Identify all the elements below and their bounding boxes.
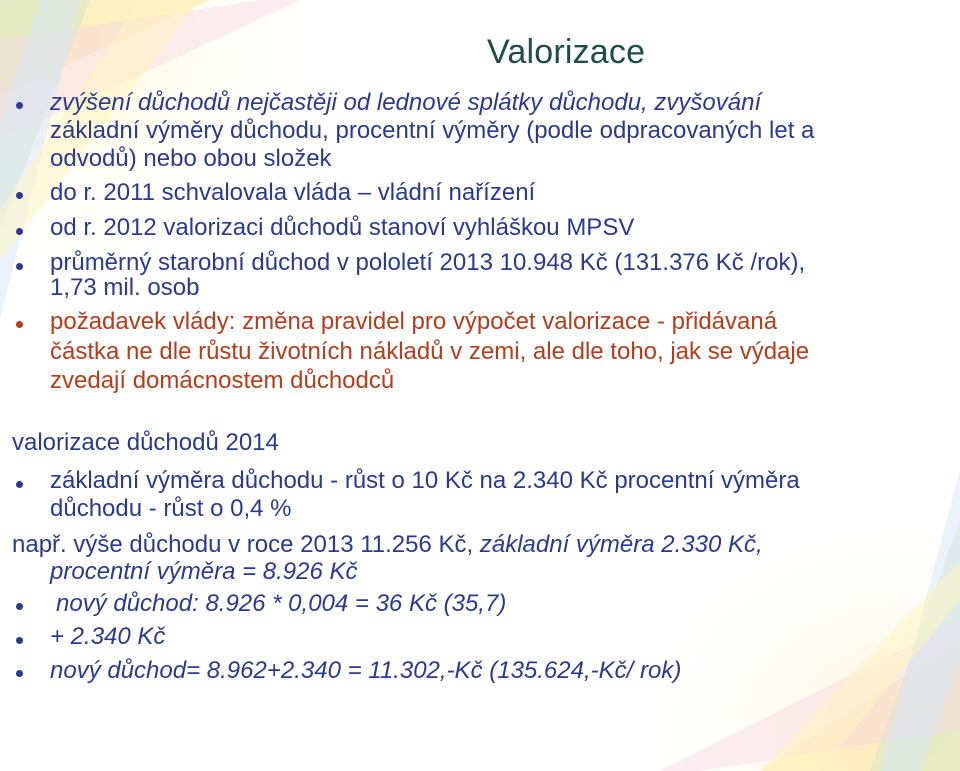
- bullet-marker: [16, 228, 23, 235]
- bullet-3-text: od r. 2012 valorizaci důchodů stanoví vyhláškou MPSV: [50, 214, 635, 241]
- bullet-2-text: do r. 2011 schvalovala vláda – vládní nařízení: [50, 179, 536, 206]
- bullet-1-line-1: zvýšení důchodů nejčastěji od lednové splátky důchodu, zvyšování: [50, 89, 762, 116]
- slide-title: Valorizace: [487, 33, 646, 71]
- bullet-marker: [16, 603, 23, 610]
- bullet-5-line-3: zvedají domácnostem důchodců: [50, 367, 395, 394]
- bullet-marker: [16, 637, 23, 644]
- bullet-9-text: nový důchod= 8.962+2.340 = 11.302,-Kč (135.624,-Kč/ rok): [50, 657, 682, 684]
- bullet-6-line-2: důchodu - růst o 0,4 %: [50, 495, 292, 522]
- example-line-2: procentní výměra = 8.926 Kč: [50, 558, 358, 585]
- section-heading: valorizace důchodů 2014: [12, 429, 279, 456]
- example-lead-italic: základní výměra 2.330 Kč,: [479, 531, 763, 558]
- bullet-4-line-1: průměrný starobní důchod v pololetí 2013 10.948 Kč (131.376 Kč /rok),: [50, 249, 806, 276]
- bullet-5-line-2: částka ne dle růstu životních nákladů v zemi, ale dle toho, jak se výdaje: [50, 338, 810, 365]
- bullet-marker: [16, 192, 23, 199]
- bullet-6-line-1: základní výměra důchodu - růst o 10 Kč na 2.340 Kč procentní výměra: [50, 467, 800, 494]
- bullet-7-text: nový důchod: 8.926 * 0,004 = 36 Kč (35,7): [56, 590, 507, 617]
- bullet-5-line-1: požadavek vlády: změna pravidel pro výpočet valorizace - přidávaná: [50, 308, 778, 335]
- bullet-marker: [16, 481, 23, 488]
- bullet-1-line-2: základní výměry důchodu, procentní výměry (podle odpracovaných let a: [50, 117, 815, 144]
- bullet-8-text: + 2.340 Kč: [50, 623, 166, 650]
- bullet-marker: [16, 102, 23, 109]
- bullet-1-line-3: odvodů) nebo obou složek: [50, 145, 332, 172]
- example-line-1: [12, 530, 763, 560]
- bullet-marker: [16, 263, 23, 270]
- bullet-marker: [16, 670, 23, 677]
- bullet-4-line-2: 1,73 mil. osob: [50, 274, 200, 301]
- bullet-marker: [16, 321, 23, 328]
- example-lead: např. výše důchodu v roce 2013 11.256 Kč,: [12, 531, 474, 558]
